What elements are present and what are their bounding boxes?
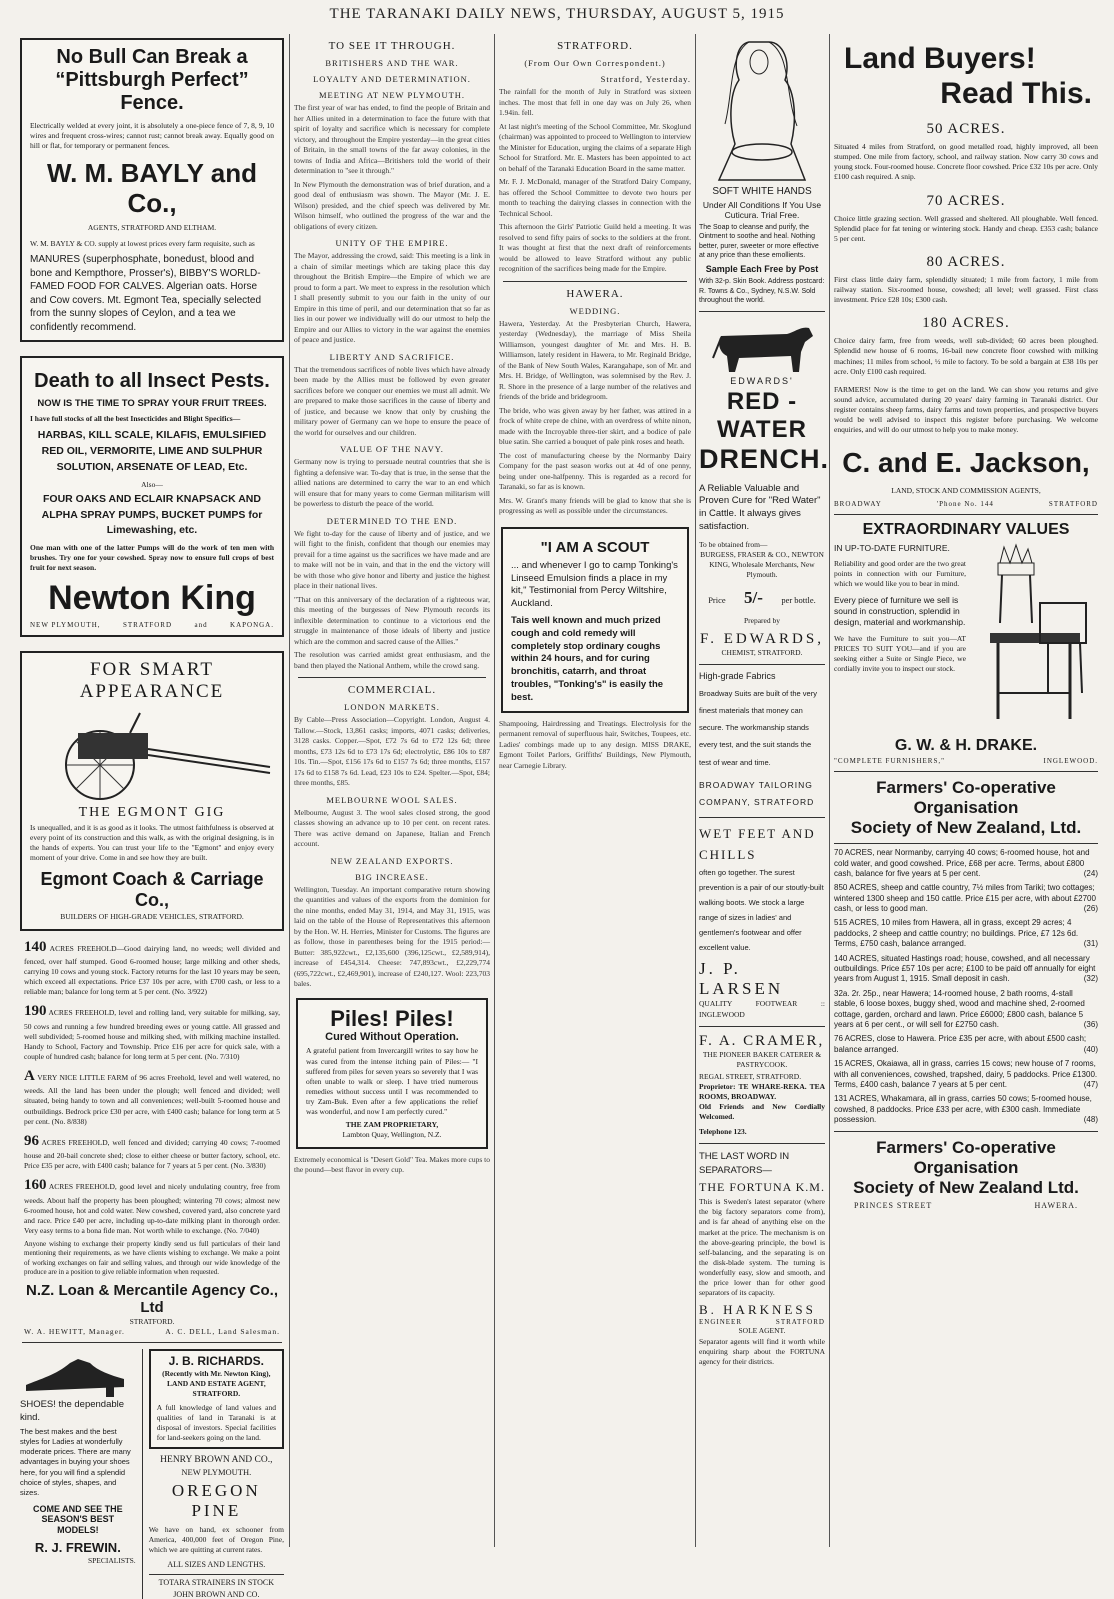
listing-ref: (47)	[1083, 1079, 1098, 1089]
piles-ad	[296, 998, 488, 1149]
drake-ad	[834, 521, 1098, 766]
ad-sub: NEW PLYMOUTH.	[181, 1467, 252, 1478]
ad-sub: ALL SIZES AND LENGTHS.	[167, 1560, 266, 1570]
column-4	[699, 34, 830, 1547]
company-name: J. B. RICHARDS.	[168, 1354, 264, 1369]
ad-cta: COME AND SEE THE SEASON'S BEST MODELS!	[33, 1503, 123, 1535]
company-name: F. EDWARDS,	[700, 630, 824, 647]
column-rule	[829, 34, 830, 1547]
town: STRATFORD	[1048, 499, 1098, 508]
egmont-ad	[20, 651, 284, 931]
ad-body: A grateful patient from Invercargill writes to say how he was cured from the intense itching pain of Piles:— "I suffered from piles for seven years so severely that I was often unable to walk or sleep. I have tried numerous remedies without success until I was recommended to try Zam-Buk. Even after a few applications the relief was wonderful, and now I am perfectly cured."	[306, 1046, 478, 1117]
ad-body: Tais well known and much prized cough and cold remedy will completely stop ordinary coughs within 24 hours, and for curing bronchitis, catarrh, and throat troubles, "Tonking's" is easily the best.	[511, 615, 664, 703]
brand: EDWARDS'	[730, 376, 794, 387]
ad-headline: "I AM A SCOUT	[540, 538, 650, 556]
land-listings	[18, 937, 286, 1337]
hairdressing-notice: Shampooing, Hairdressing and Treatings. Electrolysis for the permanent removal of superfluous hair, Switches, Toupees, etc. Ladies' combings made up to any design. MISS DRAKE, Egmont Toilet Parlors, Griffiths' Buildings, New Plymouth, near Carnegie Library.	[499, 718, 691, 770]
farm-listing	[834, 883, 1098, 914]
article-subtitle: UNITY OF THE EMPIRE.	[335, 238, 449, 248]
tailoring-ad	[699, 671, 825, 811]
listing-text: 76 ACRES, close to Hawera. Price £35 per acre, with about £500 cash; balance arranged.	[834, 1034, 1087, 1054]
town: HAWERA.	[1034, 1201, 1078, 1211]
jackson-ad	[834, 42, 1098, 508]
ad-headline: Land Buyers!	[844, 42, 1036, 75]
listing-text: Choice little grazing section. Well grassed and sheltered. All ploughable. Well fenced. Splendid place for fat tening or wintering stock. Handy and cheap. £353 cash; balance 5 per cent.	[834, 213, 1098, 243]
ad-footer: Lambton Quay, Wellington, N.Z.	[342, 1130, 442, 1140]
drench-ad	[699, 318, 830, 657]
farm-listing	[834, 989, 1098, 1031]
ad-sub: Cured Without Operation.	[325, 1030, 459, 1043]
ad-sub: STRATFORD.	[129, 1317, 175, 1327]
gig-illustration	[30, 703, 278, 803]
tonkings-ad	[501, 527, 689, 713]
ad-headline: WET FEET AND CHILLS	[699, 825, 816, 862]
article-paragraph: That the tremendous sacrifices of noble lives which have already been made by the Allies must be followed by even greater sacrifices before we conquer our enemies we must all admit. We are prepared to make those sacrifices in the cause of liberty and of justice, and because we know that only by crushing the military power of Germany can we hope to ensure the peace of the world for ourselves and our children.	[294, 364, 490, 437]
bayly-ad	[20, 38, 284, 342]
listing-ref: (No. 3/922)	[172, 987, 208, 997]
listing-text: 515 ACRES, 10 miles from Hawera, all in grass, except 29 acres; 4 paddocks, 2 sheep and cattle country; no buildings. Price, £7 12s 6d. Terms, £750 cash, balance arranged.	[834, 918, 1079, 949]
company-name: B. HARKNESS	[699, 1302, 816, 1318]
ad-headline: FOR SMART APPEARANCE	[79, 658, 225, 702]
ad-sub: AGENTS, STRATFORD AND ELTHAM.	[87, 223, 217, 233]
article-subtitle: WEDDING.	[569, 305, 621, 316]
company-name: R. J. FREWIN.	[34, 1540, 121, 1556]
frewin-ad	[20, 1349, 136, 1599]
article-subtitle: MELBOURNE WOOL SALES.	[326, 794, 458, 805]
listing-text: 140 ACRES, situated Hastings road; house, cowshed, and all necessary outbuildings. Price £57 10s per acre; £100 to be paid off annually for eight years from August 1, 1915. Small deposit in cash.	[834, 953, 1096, 984]
right-stack	[142, 1349, 284, 1599]
land-listing	[24, 937, 280, 998]
town: INGLEWOOD.	[1043, 757, 1098, 766]
product-title: OREGON PINE	[171, 1481, 261, 1521]
nz-loan-staff	[24, 1327, 280, 1336]
farm-listing	[834, 918, 1098, 949]
farm-listing	[834, 1034, 1098, 1055]
ad-body: often go together. The surest prevention is a pair of our stoutly-built walking boots. We stock a large range of sizes in ladies' and gentlemen's footwear and offer excellent value.	[699, 868, 824, 953]
listing-number: 96	[24, 1132, 39, 1149]
listing-number: A	[24, 1068, 35, 1085]
ad-footer: TOTARA STRAINERS IN STOCK	[149, 1574, 284, 1587]
land-listing	[24, 1066, 280, 1127]
column-3	[499, 34, 691, 1547]
company-name: N.Z. Loan & Mercantile Agency Co., Ltd	[26, 1281, 278, 1317]
ad-body: To be obtained from—	[699, 539, 768, 549]
ad-address	[854, 1201, 1078, 1210]
farm-listing	[834, 1094, 1098, 1125]
ad-headline: SOFT WHITE HANDS	[712, 186, 812, 197]
tea-notice: Extremely economical is "Desert Gold" Tea. Makes more cups to the pound—best flavor in every cup.	[294, 1154, 490, 1175]
towns	[30, 621, 274, 629]
listing-ref: (32)	[1083, 974, 1098, 984]
price-line	[699, 588, 825, 608]
farmers-coop-ad	[834, 778, 1098, 1210]
ad-headline: SHOES! the dependable kind.	[20, 1399, 125, 1423]
cramer-ad	[699, 1033, 825, 1137]
ad-body: Electrically welded at every joint, it is absolutely a one-piece fence of 7, 8, 9, 10 wires and frequent cross-wires; cannot rust; cannot break away. Equally good on hill or flat, for temporary or permanent fences.	[30, 121, 274, 151]
ad-sub: BUILDERS OF HIGH-GRADE VEHICLES, STRATFORD.	[60, 912, 244, 922]
article-paragraph: By Cable—Press Association—Copyright. London, August 4. Tallow.—Stock, 13,861 casks; imports, 4071 casks; deliveries, 3128 casks. Copper.—Spot, £72 7s 6d to £72 12s 6d; three months, £73 12s 6d to £73 17s 6d; electrolytic, £86 10s to £87 10s. Tin.—Spot, £156 17s 6d to £157 7s 6d; three months, £157 17s 6d to £158 7s 6d. Lead, £23 10s to £24. Spelter.—Spot, £84; three months, £85.	[294, 715, 490, 787]
ad-body: The Soap to cleanse and purify, the Ointment to soothe and heal. Nothing better, purer, sweeter or more effective at any price than these emollients.	[699, 224, 819, 260]
ad-body: One man with one of the latter Pumps will do the work of ten men with brushes. Try one for your cowshed. Spray now to ensure full crops of best fruit for next season.	[30, 543, 274, 573]
drake-body-row	[834, 543, 1098, 733]
masthead: THE TARANAKI DAILY NEWS, THURSDAY, AUGUST 5, 1915	[329, 6, 785, 22]
article-paragraph: Hawera, Yesterday. At the Presbyterian Church, Hawera, yesterday (Wednesday), the marriage of Miss Sheila Williamson, youngest daughter of Mr. and Mrs. H. B. Williamson, lately resident in Hawera, to Mr. Reginald Bridge, of the Bank of New South Wales, Karangahape, son of Mr. and Mrs. H. Bridge, of Wellington, was solemnised by the Rev. J. R. Shore in the presence of a large number of the relatives and friends of the bride and bridegroom.	[499, 318, 691, 401]
ad-headline: Death to all Insect Pests.	[34, 370, 270, 393]
woman-illustration	[699, 34, 825, 184]
company-name: Egmont Coach & Carriage Co.,	[40, 869, 264, 910]
ad-body: Proprietor: TE WHARE-REKA. TEA ROOMS, BROADWAY.	[699, 1082, 825, 1102]
section-title: COMMERCIAL.	[347, 684, 437, 696]
price-unit: per bottle.	[781, 595, 816, 606]
article-paragraph: In New Plymouth the demonstration was of brief duration, and a good deal of enthusiasm was shown. The Mayor (Mr. J. E. Wilson) presided, and the chief speech was delivered by Mr. Wilson himself, who outlined the progress of the war and the obligations of every citizen.	[294, 179, 490, 231]
street: BROADWAY	[834, 499, 882, 508]
article-title: TO SEE IT THROUGH.	[328, 40, 456, 52]
article-paragraph: The first year of war has ended, to find the people of Britain and her Allies united in a determination to face the future with that spirit of loyalty and sacrifice which is necessary for complete victory, and throughout the Empire yesterday—in the great cities of Britain, in the small towns of the far away colonies, in the towns of India and Africa—Britishers told the world of their determination to "see it through."	[294, 103, 490, 175]
listing-text: 70 ACRES, near Normanby, carrying 40 cows; 6-roomed house, hot and cold water, and good cowshed. Price, £68 per acre. Terms, about £800 cash, balance for five years at 5 per cent.	[834, 848, 1090, 878]
company-name: J. P. LARSEN	[699, 959, 784, 999]
ad-sub: QUALITY FOOTWEAR :: INGLEWOOD	[699, 999, 825, 1019]
column-rule	[289, 34, 290, 1547]
ad-footer: THE ZAM PROPRIETARY,	[345, 1120, 439, 1130]
manager: W. A. HEWITT, Manager.	[24, 1327, 125, 1337]
ad-sub: SPECIALISTS.	[87, 1555, 136, 1565]
brown-ad	[149, 1455, 284, 1599]
article-subtitle: DETERMINED TO THE END.	[326, 515, 458, 526]
ad-headline: Farmers' Co-operative Organisation	[876, 778, 1056, 818]
article-subtitle: LIBERTY AND SACRIFICE.	[329, 351, 455, 362]
ad-headline: THE LAST WORD IN SEPARATORS—	[699, 1150, 790, 1176]
listing-title: 180 ACRES.	[922, 315, 1010, 332]
land-listing	[24, 1175, 280, 1236]
article-paragraph: "That on this anniversary of the declaration of a righteous war, this meeting of the burgesses of New Plymouth records its inflexible determination to continue to a victorious end the struggle in maintenance of those ideals of liberty and justice which are the common and sacred cause of the Allies."	[294, 594, 490, 646]
column-1	[18, 34, 286, 1599]
company-name: Newton King	[48, 579, 256, 618]
ad-footer: JOHN BROWN AND CO.	[173, 1590, 260, 1599]
ad-headline: “Pittsburgh Perfect” Fence.	[55, 69, 249, 114]
tagline: "COMPLETE FURNISHERS,"	[834, 757, 945, 766]
listing-ref: (26)	[1083, 904, 1098, 914]
ad-sub: Under All Conditions If You Use Cuticura. Trial Free.	[702, 200, 822, 220]
ad-body: A full knowledge of land values and qualities of land in Taranaki is at disposal of investors. Special facilities for land-seekers going on the land.	[156, 1402, 276, 1442]
ad-sub: LAND, STOCK AND COMMISSION AGENTS,	[891, 485, 1041, 495]
article-paragraph: The rainfall for the month of July in Stratford was sixteen inches. The most that fell in one day was on July 26, when 1.94in. fell.	[499, 87, 691, 117]
ad-body: MANURES (superphosphate, bonedust, blood and bone and Kempthore, Prosser's), BIBBY'S WORLD-FAMED FOOD FOR CALVES. Algerian oats. Horse and Cow covers. Mt. Egmont Tea, specially selected from the sunny slopes of Ceylon, and a tea we confidently recommend.	[30, 254, 262, 333]
ad-sub: CHEMIST, STRATFORD.	[721, 647, 803, 657]
article-paragraph: The cost of manufacturing cheese by the Normanby Dairy Company for the past season works out at 4d of one penny, being under one-halfpenny. This is regarded as a record for Taranaki, so far as is known.	[499, 450, 691, 491]
ad-body: Old Friends and New Cordially Welcomed.	[699, 1102, 825, 1122]
role: ENGINEER	[699, 1318, 742, 1327]
furniture-illustration	[970, 543, 1094, 733]
ad-body: FARMERS! Now is the time to get on the land. We can show you returns and give sound advice, accumulated during 20 years' dairy farming in Taranaki district. Our register contains sheep farms, dairy farms and town properties, and prospective buyers would be well advised to inspect this register before purchasing. We welcome enquiries, and will do our utmost to help you to make money.	[834, 384, 1098, 435]
column-rule	[494, 34, 495, 1547]
ad-body: BURGESS, FRASER & CO., NEWTON KING, Wholesale Merchants, New Plymouth.	[700, 550, 824, 580]
town: and	[194, 620, 208, 629]
product-list: FOUR OAKS AND ECLAIR KNAPSACK AND ALPHA SPRAY PUMPS, BUCKET PUMPS for Limewashing, etc.	[41, 492, 263, 537]
ad-body: Broadway Suits are built of the very finest materials that money can secure. The workmanship stands every test, and the suit stands the test of wear and time.	[699, 688, 817, 767]
ad-headline: Read This.	[940, 76, 1092, 110]
farm-listing	[834, 848, 1098, 879]
ad-headline: Society of New Zealand Ltd.	[853, 1177, 1079, 1197]
ad-body: This is Sweden's latest separator (where the big factory separators come from), and is far ahead of anything else on the market at the price. The mechanism is on the above-gearing principle, the bowl is self-balancing, and the separating is on the disk-blade system. The turning is wonderfully easy, slow and smooth, and the price lower than for other good separators of its capacity.	[699, 1197, 825, 1298]
listing-ref: (No. 3/830)	[230, 1161, 266, 1171]
newton-king-ad	[20, 356, 284, 636]
ad-address	[834, 500, 1098, 508]
ad-headline: Farmers' Co-operative Organisation	[876, 1138, 1056, 1178]
town: NEW PLYMOUTH,	[30, 620, 101, 629]
salesman: A. C. DELL, Land Salesman.	[165, 1327, 280, 1337]
listing-text: ACRES FREEHOLD, well fenced and divided; carrying 40 cows; 7-roomed house and 20-bail concrete shed; close to either cheese or butter factory, school, etc. Price £35 per acre, with £400 cash; balance for 7 years at 5 per cent.	[24, 1137, 280, 1171]
ad-cta: Sample Each Free by Post	[705, 263, 819, 274]
listing-text: 131 ACRES, Whakamara, all in grass, carries 50 cows; 5-roomed house, cowshed, 8 paddocks. Price £33 per acre, with £300 cash. Immediate possession.	[834, 1094, 1092, 1125]
ad-sub: THE PIONEER BAKER CATERER & PASTRYCOOK.	[702, 1049, 822, 1069]
article-subtitle: BIG INCREASE.	[355, 871, 429, 882]
product-title: THE FORTUNA K.M.	[699, 1180, 825, 1195]
fortuna-ad	[699, 1150, 825, 1367]
listing-text: 15 ACRES, Okaiawa, all in grass, carries 15 cows; new house of 7 rooms, with all conveniences, cowshed, trapshed, dairy, 5 paddocks. Price £1300. Terms, £400 cash, balance 7 years at 5 per cent.	[834, 1059, 1098, 1089]
town: STRATFORD	[122, 620, 173, 629]
land-listing	[24, 1131, 280, 1172]
article-paragraph: The Mayor, addressing the crowd, said: This meeting is a link in a chain of similar meetings which are taking place this day throughout the British Empire—the Empire of which we are proud to form a part. We meet to express in the resolution which I shall presently submit to you our faith in the unity of our Empire in this time of peril, and our determination that so far as lies in our power we individually will do our utmost to help the Empire and our Allies to victory in the war against the enemies of peace and justice.	[294, 251, 490, 344]
ad-sub: IN UP-TO-DATE FURNITURE.	[834, 543, 950, 554]
product-title: DRENCH.	[699, 443, 830, 474]
article-paragraph: The resolution was carried amidst great enthusiasm, and the band then played the National Anthem, while the crowd sang.	[294, 650, 490, 670]
listing-text: 850 ACRES, sheep and cattle country, 7½ miles from Tariki; two cottages; wintered 1300 sheep and 150 cattle. Price £15 per acre, with about £2700 cash, or less to good man.	[834, 883, 1096, 914]
ad-sub: (Recently with Mr. Newton King), LAND AND ESTATE AGENT, STRATFORD.	[162, 1369, 271, 1399]
price-value: 5/-	[744, 588, 763, 608]
town: KAPONGA.	[230, 620, 274, 629]
article-paragraph: Mrs. W. Grant's many friends will be glad to know that she is progressing as well as possible under the circumstances.	[499, 495, 691, 515]
article-subtitle: VALUE OF THE NAVY.	[340, 444, 444, 454]
article-subtitle: BRITISHERS AND THE WAR.	[325, 58, 459, 68]
ad-body: Prepared by	[743, 616, 781, 626]
listing-text: ACRES FREEHOLD—Good dairying land, no weeds; well divided and fenced, over half stumped. Good 6-roomed house; large milking and other sheds, carrying 10 cows and young stock. Factory returns for the last 10 years may be seen, which exceed all expectations. Price £37 10s per acre, with £700 cash, or less to a reliable man; balance for long term at 5 per cent.	[24, 943, 280, 997]
ad-body: W. M. BAYLY & CO. supply at lowest prices every farm requisite, such as	[30, 239, 255, 249]
article-subtitle: MEETING AT NEW PLYMOUTH.	[318, 90, 466, 100]
listing-ref: (36)	[1083, 1019, 1098, 1029]
ad-body: A Reliable Valuable and Proven Cure for "Red Water" in Cattle. It always gives satisfaction.	[699, 482, 821, 533]
richards-ad	[149, 1349, 284, 1449]
ad-body: Every piece of furniture we sell is sound in construction, splendid in design, material and workmanship.	[834, 594, 966, 628]
company-name: F. A. CRAMER,	[699, 1032, 825, 1049]
article-subtitle: LONDON MARKETS.	[344, 702, 440, 712]
article-title: HAWERA.	[566, 287, 624, 300]
ad-sub	[834, 757, 1098, 765]
article-paragraph: Wellington, Tuesday. An important comparative return showing the quantities and values of the exports from the dominion for the nine months, ended May 31, 1914, and May 31, 1915, was laid on the table of the House of Representatives this afternoon by the Hon. W. H. Herries, Minister for Customs. The figures are as follow, those in parentheses being for the 1915 period:— Butter: 385,922cwt., £2,135,600 (396,125cwt., £2,589,914), increase of £454,314. Cheese: 747,893cwt., £2,229,774 (695,722cwt., £2,469,901), increase of £240,127. Wool: 223,703 bales.	[294, 884, 490, 988]
drake-text	[834, 543, 966, 733]
land-listing	[24, 1001, 280, 1062]
shoe-illustration	[20, 1349, 130, 1399]
farm-listing	[834, 954, 1098, 985]
ad-footer: With 32-p. Skin Book. Address postcard: R. Towns & Co., Sydney, N.S.W. Sold throughout the world.	[699, 278, 825, 304]
article-paragraph: Melbourne, August 3. The wool sales closed strong, the good classes showing an advance up to 10 per cent. on recent rates. There was active demand on Japanese, Italian and French account.	[294, 807, 490, 848]
listing-text: ACRES FREEHOLD, level and rolling land, very suitable for milking, say, 50 cows and running a few hundred breeding ewes or young cattle. All grassed and well subdivided; 5-roomed house and milking shed, with milking machine installed. Handy to School, Factory and Township. Price £16 per acre for quick sale, with a couple of hundred cash; balance for long term at 5 per cent.	[24, 1008, 280, 1061]
ad-sub	[699, 1318, 825, 1326]
listing-number: 140	[24, 938, 47, 955]
article-paragraph: We fight to-day for the cause of liberty and of justice, and we will fight to the finish, confident that though our enemies may prevail for a time against us the sacrifices we have made and are to make will not be in vain, and that in the end the victory will be with those who give honor and liberty and justice the highest place in their national lives.	[294, 528, 490, 590]
article-paragraph: At last night's meeting of the School Committee, Mr. Skoglund (chairman) was appointed to proceed to Wellington to interview the Minister for Education, urging the claims of a separate High School for Stratford. Mr. E. Masters has been appointed to act on behalf of the Taranaki Education Board in the same matter.	[499, 121, 691, 173]
phone: 'Phone No. 144	[936, 499, 994, 508]
listing-ref: (48)	[1083, 1115, 1098, 1125]
company-name: C. and E. Jackson,	[842, 447, 1090, 479]
product-title: RED - WATER	[717, 388, 807, 443]
ad-body: The best makes and the best styles for Ladies at wonderfully moderate prices. There are many advantages in buying your shoes here, for you will find a splendid choice of styles, shapes, and sizes.	[20, 1427, 131, 1497]
ad-body: Is unequalled, and it is as good as it looks. The utmost faithfulness is observed at every point of its construction and this walk, as with the original designing, is in the hands of experts. You can trust your life to the "Egmont" and enjoy every moment of your drive. Come in and see how they are built.	[30, 822, 274, 862]
listing-title: 80 ACRES.	[926, 253, 1006, 270]
article-subtitle: (From Our Own Correspondent.)	[524, 58, 666, 68]
town: STRATFORD	[775, 1318, 825, 1327]
street: PRINCES STREET	[854, 1201, 933, 1211]
listing-title: 70 ACRES.	[926, 192, 1006, 209]
farm-listing	[834, 1059, 1098, 1090]
listing-text: Situated 4 miles from Stratford, on good metalled road, highly improved, all been stumped. One mile from factory, school, and railway station. Now carry 30 cows and young stock. Four-roomed house. Concrete floor cowshed. Price £32 10s per acre. Only £100 cash required. A snip.	[834, 142, 1098, 182]
listing-text: First class little dairy farm, splendidly situated; 1 mile from factory, 1 mile from railway station. Six-roomed house, cowshed; all level; well grassed. First class investment. Price £28 10s; £300 cash.	[834, 274, 1098, 305]
product-list: HARBAS, KILL SCALE, KILAFIS, EMULSIFIED RED OIL, VERMORITE, LIME AND SULPHUR SOLUTION, ARSENATE OF LEAD, Etc.	[37, 429, 267, 473]
column-rule	[695, 34, 696, 1547]
ad-body: Reliability and good order are the two great points in connection with our Furniture, which we would like you to bear in mind.	[834, 558, 966, 588]
ad-sub: NOW IS THE TIME TO SPRAY YOUR FRUIT TREES.	[37, 398, 267, 410]
ad-footer: Separator agents will find it worth while enquiring sharp about the FORTUNA agency for their districts.	[699, 1336, 825, 1366]
cuticura-ad	[699, 34, 825, 305]
listing-text: 32a. 2r. 25p., near Hawera; 14-roomed house, 2 bath rooms, 4-stall stable, 6 loose boxes, buggy shed, wood and machine shed, 2-roomed cottage, garden, orchard and lawn. Price £6000; £800 cash, balance 5 years at 6 per cent., or will sell for £2750 cash.	[834, 988, 1085, 1029]
article-subtitle: NEW ZEALAND EXPORTS.	[330, 855, 454, 866]
company-name: G. W. & H. DRAKE.	[894, 737, 1038, 755]
article-paragraph: Germany now is trying to persuade neutral countries that she is fighting a defensive war. To-day that is true, in the sense that the allied nations are determined to carry the war to an end which will ensure that for many years to come German militarism will be powerless to disturb the peace of the world.	[294, 457, 490, 508]
listing-number: 190	[24, 1003, 47, 1020]
listing-title: 50 ACRES.	[926, 121, 1006, 137]
ad-headline: Piles! Piles!	[330, 1005, 454, 1031]
column-2	[294, 34, 490, 1547]
listing-ref: (24)	[1083, 868, 1098, 878]
column-5	[834, 34, 1098, 1547]
ad-headline: Society of New Zealand, Ltd.	[850, 817, 1082, 837]
ad-sub: SOLE AGENT.	[738, 1326, 786, 1336]
article-dateline: Stratford, Yesterday.	[600, 74, 691, 84]
ad-headline: High-grade Fabrics	[699, 670, 776, 681]
company-name: BROADWAY TAILORING COMPANY, STRATFORD	[699, 779, 815, 807]
article-title: STRATFORD.	[557, 40, 633, 52]
article-paragraph: This afternoon the Girls' Patriotic Guild held a meeting. It was resolved to send fifty pairs of socks to the soldiers at the front. It was thought at first that the next draft of reinforcements would be allowed to leave Stratford without any public recognition of the sacrifices being made for the Empire.	[499, 222, 691, 273]
listing-ref: (40)	[1083, 1044, 1098, 1054]
listing-text: Choice dairy farm, free from weeds, well sub-divided; 60 acres been ploughed. Splendid new house of 6 rooms, 16-bail new concrete floor cowshed with milking machines; 11 miles from school, ½ mile to factory. To be sold a bargain at £38 10s per acre. Only £100 cash required.	[834, 336, 1098, 376]
larsen-ad	[699, 824, 825, 1020]
exchange-note: Anyone wishing to exchange their property kindly send us full particulars of their land mentioning their requirements, as we have clients wishing to exchange. We make a point of working exchanges on fair and selling values, and through our wide knowledge of the produce are in a position to give reliable information when requested.	[24, 1240, 280, 1277]
ad-headline: No Bull Can Break a	[56, 46, 248, 68]
ad-body: Also—	[141, 479, 163, 489]
ad-body: REGAL STREET, STRATFORD.	[699, 1071, 802, 1081]
ad-body: ... and whenever I go to camp Tonking's Linseed Emulsion finds a place in my kit," Testimonial from Percy Wiltshire, Auckland.	[511, 559, 678, 610]
listing-number: 160	[24, 1177, 47, 1194]
company-name: W. M. BAYLY and Co.,	[47, 158, 257, 219]
company-name: HENRY BROWN AND CO.,	[160, 1455, 273, 1466]
ad-headline: EXTRAORDINARY VALUES	[862, 520, 1070, 538]
ad-body: I have full stocks of all the best Insecticides and Blight Specifics—	[30, 414, 241, 424]
listing-ref: (No. 8/838)	[51, 1116, 87, 1126]
listing-ref: (No. 7/310)	[204, 1051, 240, 1061]
cow-illustration	[699, 318, 825, 376]
product-title: THE EGMONT GIG	[78, 804, 226, 820]
listing-text: VERY NICE LITTLE FARM of 96 acres Freehold, level and well watered, no weeds. All the land has been under the plough; well fenced and divided; well situated, being handy to town and all conveniences; well-built 5-roomed house and outbuildings. Bedrock price £30 per acre, with £400 cash; balance for long term at 5 per cent.	[24, 1073, 280, 1126]
ad-body: We have the Furniture to suit you—AT PRICES TO SUIT YOU—and if you are seeking either a Suite or Single Piece, we cordially invite you to inspect our stock.	[834, 634, 966, 674]
article-subtitle: LOYALTY AND DETERMINATION.	[313, 74, 471, 84]
ad-body: We have on hand, ex schooner from America, 400,000 feet of Oregon Pine, which we are quitting at current rates.	[148, 1525, 284, 1555]
listing-text: ACRES FREEHOLD, good level and nicely undulating country, free from weeds. About half the property has been ploughed; wintering 70 cows; almost new 6-roomed house, hot and cold water. New cowshed, covered yard, also concrete yard and race. Price £40 per acre, including up-to-date milking plant in thorough order. Very easy terms to a bona fide man. Not worth while to exchange.	[24, 1182, 280, 1235]
listing-ref: (No. 7/040)	[224, 1225, 260, 1235]
bottom-ads-row	[20, 1349, 284, 1599]
price-label: Price	[708, 595, 726, 606]
listing-ref: (31)	[1083, 939, 1098, 949]
ad-body: Telephone 123.	[699, 1126, 747, 1136]
article-paragraph: Mr. F. J. McDonald, manager of the Stratford Dairy Company, has offered the School Committee to devote two hours per month to teaching the dairying classes in connection with the Technical School.	[499, 177, 691, 218]
article-paragraph: The bride, who was given away by her father, was attired in a frock of white crepe de chine, with an overdress of white ninon, made with the Incroyable three-tier skirt, and a bodice of pale blue satin. She carried a bouquet of pale pink roses and heath.	[499, 405, 691, 446]
